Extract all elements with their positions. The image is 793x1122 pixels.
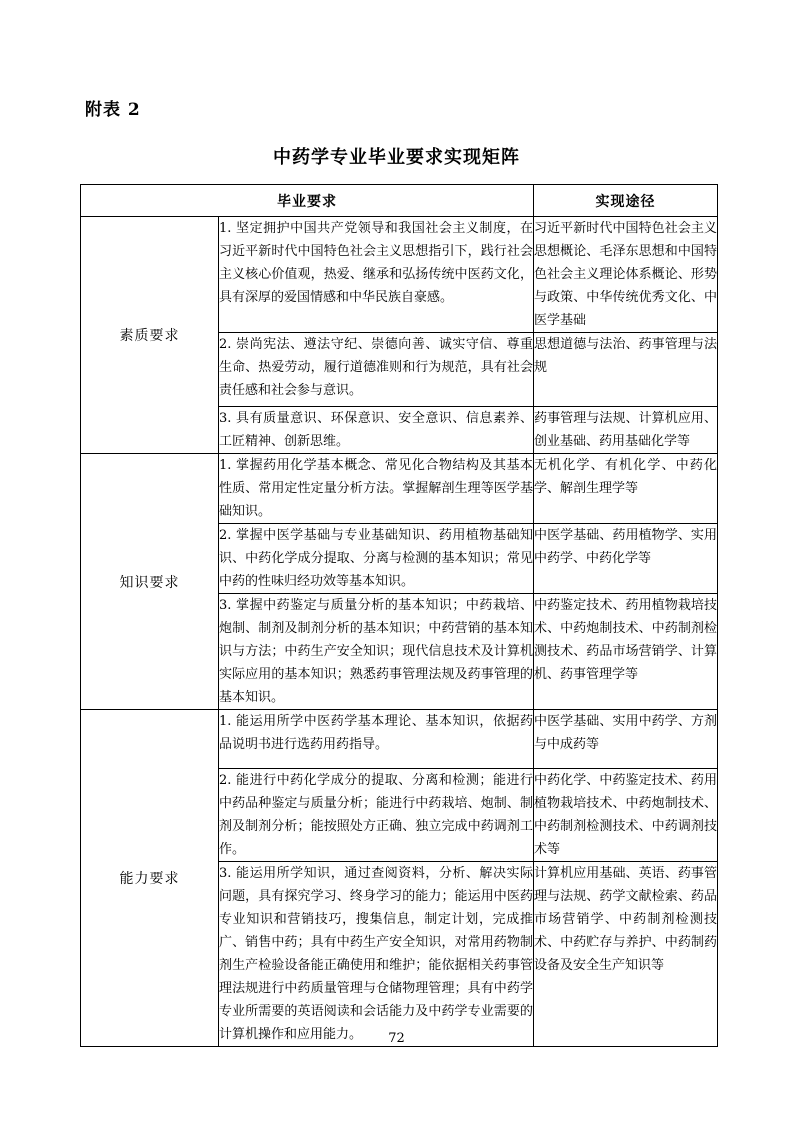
pathway-cell: 计算机应用基础、英语、药事管理与法规、药学文献检索、药品市场营销学、中药制剂检测技术、中药贮存与养护、中药制药设备及安全生产知识等 — [534, 862, 718, 1047]
requirement-cell: 1. 坚定拥护中国共产党领导和我国社会主义制度，在习近平新时代中国特色社会主义思想指引下，践行社会主义核心价值观，热爱、继承和弘扬传统中医药文化，具有深厚的爱国情感和中华民族自豪感。 — [219, 217, 534, 333]
requirement-cell: 3. 能运用所学知识，通过查阅资料，分析、解决实际问题，具有探究学习、终身学习的能力；能运用中医药专业知识和营销技巧，搜集信息，制定计划，完成推广、销售中药；具有中药生产安全知识，对常用药物制剂生产检验设备能正确使用和维护；能依据相关药事管理法规进行中药质量管理与仓储物理管理；具有中药学专业所需要的英语阅读和会话能力及中药学专业需要的计算机操作和应用能力。 — [219, 862, 534, 1047]
category-cell-knowledge: 知识要求 — [81, 454, 219, 710]
header-realization-pathway: 实现途径 — [534, 185, 718, 217]
requirement-cell: 3. 具有质量意识、环保意识、安全意识、信息素养、工匠精神、创新思维。 — [219, 407, 534, 454]
header-graduation-requirements: 毕业要求 — [81, 185, 534, 217]
requirement-cell: 2. 能进行中药化学成分的提取、分离和检测；能进行中药品种鉴定与质量分析；能进行中药栽培、炮制、制剂及制剂分析；能按照处方正确、独立完成中药调剂工作。 — [219, 769, 534, 862]
page-title: 中药学专业毕业要求实现矩阵 — [273, 147, 520, 168]
category-cell-ability: 能力要求 — [81, 710, 219, 1047]
requirement-cell: 2. 掌握中医学基础与专业基础知识、药用植物基础知识、中药化学成分提取、分离与检测的基本知识；常见中药的性味归经功效等基本知识。 — [219, 524, 534, 594]
requirement-cell: 1. 能运用所学中医药学基本理论、基本知识，依据药品说明书进行选药用药指导。 — [219, 710, 534, 769]
pathway-cell: 中医学基础、实用中药学、方剂与中成药等 — [534, 710, 718, 769]
pathway-cell: 习近平新时代中国特色社会主义思想概论、毛泽东思想和中国特色社会主义理论体系概论、形势与政策、中华传统优秀文化、中医学基础 — [534, 217, 718, 333]
requirement-cell: 1. 掌握药用化学基本概念、常见化合物结构及其基本性质、常用定性定量分析方法。掌握解剖生理等医学基础知识。 — [219, 454, 534, 524]
pathway-cell: 思想道德与法治、药事管理与法规 — [534, 333, 718, 407]
pathway-cell: 中药鉴定技术、药用植物栽培技术、中药炮制技术、中药制剂检测技术、药品市场营销学、计算机、药事管理学等 — [534, 594, 718, 710]
pathway-cell: 药事管理与法规、计算机应用、创业基础、药用基础化学等 — [534, 407, 718, 454]
requirement-cell: 2. 崇尚宪法、遵法守纪、崇德向善、诚实守信、尊重生命、热爱劳动，履行道德准则和行为规范，具有社会责任感和社会参与意识。 — [219, 333, 534, 407]
table-row — [81, 454, 718, 524]
category-cell-quality: 素质要求 — [81, 217, 219, 454]
pathway-cell: 中医学基础、药用植物学、实用中药学、中药化学等 — [534, 524, 718, 594]
page-number: 72 — [388, 1031, 405, 1046]
requirement-cell: 3. 掌握中药鉴定与质量分析的基本知识；中药栽培、炮制、制剂及制剂分析的基本知识；中药营销的基本知识与方法；中药生产安全知识；现代信息技术及计算机实际应用的基本知识；熟悉药事管理法规及药事管理的基本知识。 — [219, 594, 534, 710]
table-header-row — [81, 185, 718, 217]
pathway-cell: 中药化学、中药鉴定技术、药用植物栽培技术、中药炮制技术、中药制剂检测技术、中药调剂技术等 — [534, 769, 718, 862]
graduation-requirements-table — [80, 184, 718, 1047]
table-row — [81, 710, 718, 769]
table-row — [81, 217, 718, 333]
pathway-cell: 无机化学、有机化学、中药化学、解剖生理学等 — [534, 454, 718, 524]
appendix-label: 附表 2 — [85, 100, 141, 120]
